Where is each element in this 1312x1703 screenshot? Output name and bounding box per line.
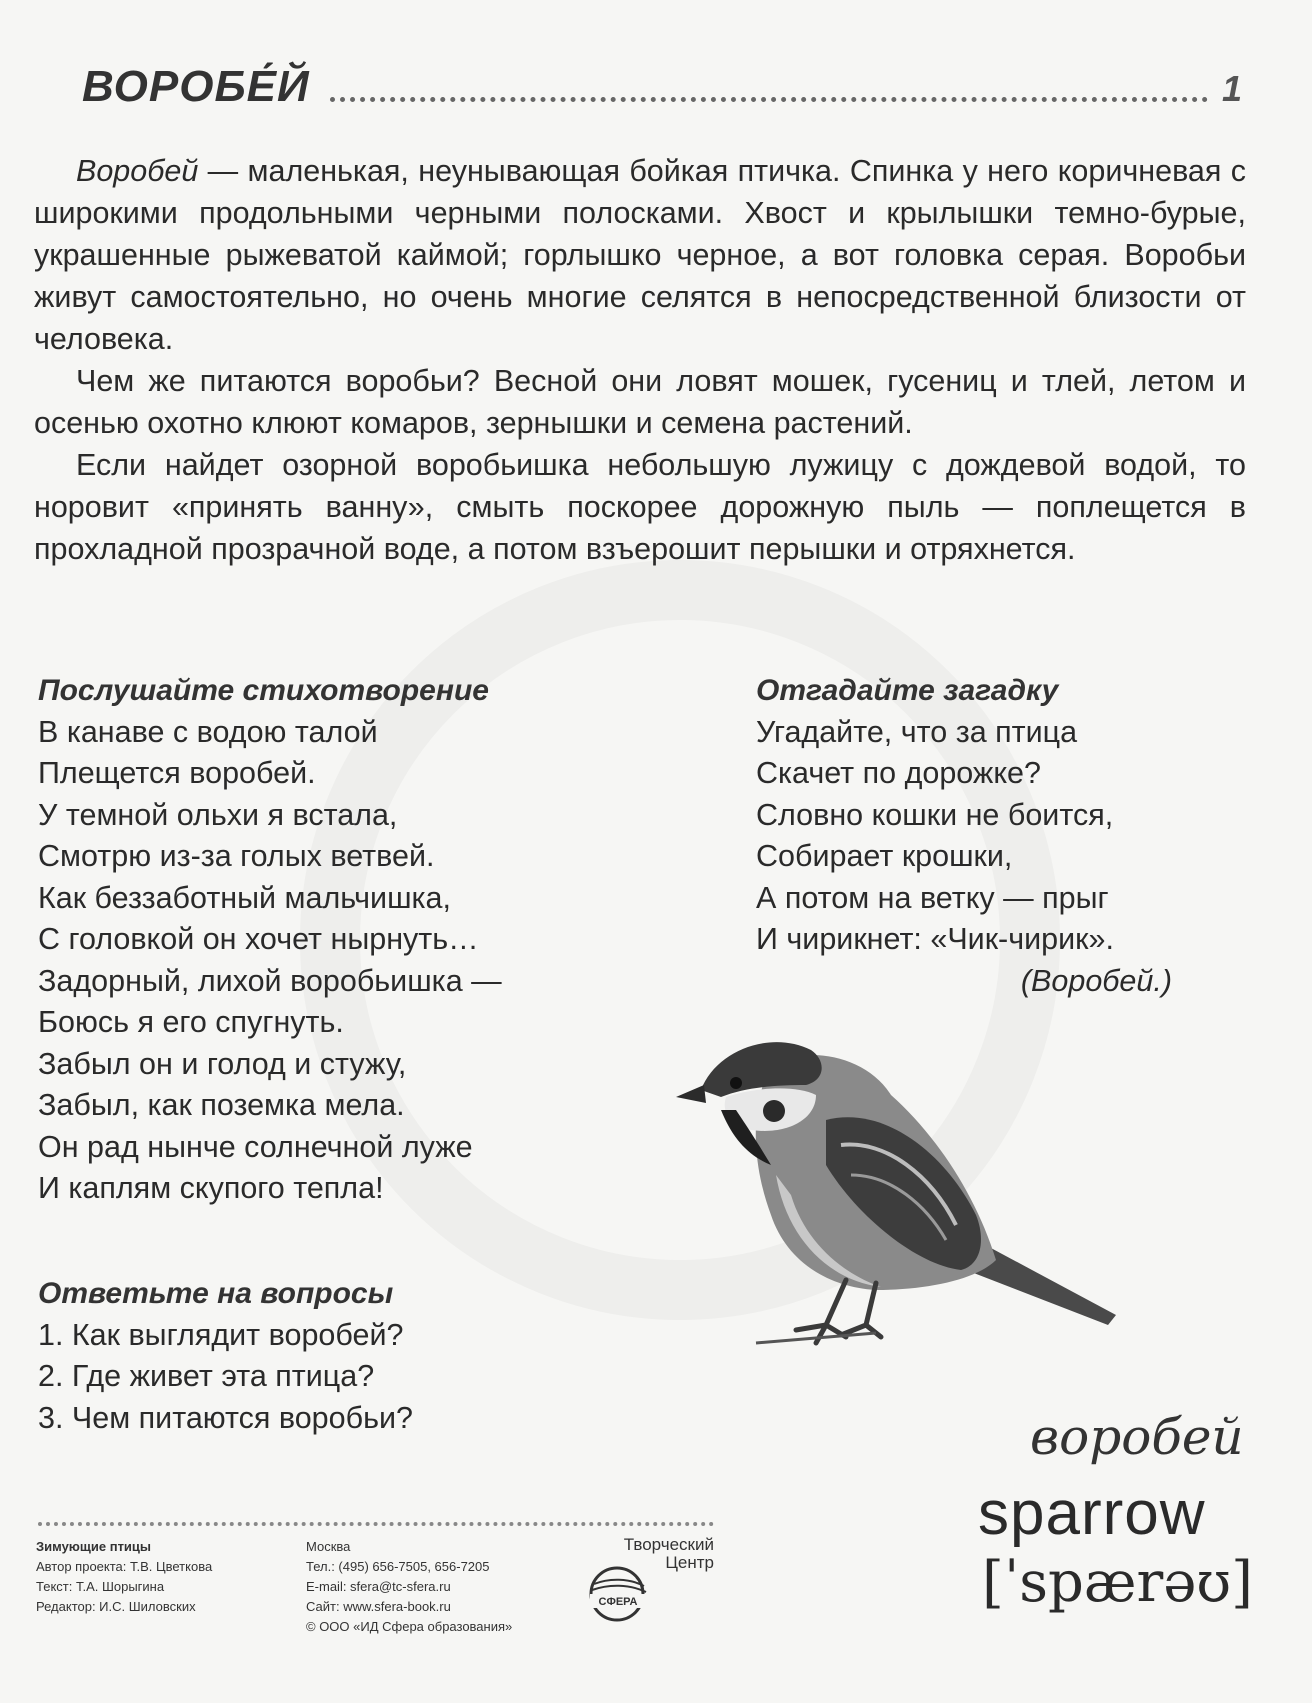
poem-line: Боюсь я его спугнуть. xyxy=(38,1005,344,1039)
poem-heading: Послушайте стихотворение xyxy=(38,674,489,707)
intro-text xyxy=(34,150,1246,570)
poem-line: В канаве с водою талой xyxy=(38,714,378,749)
riddle-line: А потом на ветку — прыг xyxy=(756,880,1109,915)
riddle-line: Скачет по дорожке? xyxy=(756,756,1041,790)
riddle-line: Словно кошки не боится, xyxy=(756,797,1114,832)
poem-line: Забыл он и голод и стужу, xyxy=(38,1046,407,1081)
poem-line: Плещется воробей. xyxy=(38,756,316,790)
footer-contacts xyxy=(306,1537,512,1637)
footer-text-by: Текст: Т.А. Шорыгина xyxy=(36,1579,165,1594)
riddle-answer: (Воробей.) xyxy=(1020,963,1172,998)
footer-author: Автор проекта: Т.В. Цветкова xyxy=(36,1559,213,1574)
sparrow-illustration xyxy=(676,1025,1126,1385)
question-item: 2. Где живет эта птица? xyxy=(38,1359,375,1393)
publisher-logo-text: СФЕРА xyxy=(598,1596,638,1608)
questions-heading: Ответьте на вопросы xyxy=(38,1277,394,1310)
footer-editor: Редактор: И.С. Шиловских xyxy=(36,1599,196,1614)
questions-section xyxy=(38,1273,638,1439)
word-english: sparrow xyxy=(978,1479,1206,1548)
publisher-name: Творческий Центр xyxy=(623,1535,714,1572)
footer-divider xyxy=(38,1522,714,1526)
footer-series: Зимующие птицы xyxy=(36,1539,152,1554)
poem-section xyxy=(38,670,638,1210)
poem-line: И каплям скупого тепла! xyxy=(38,1171,384,1205)
footer-email: E-mail: sfera@tc-sfera.ru xyxy=(306,1579,451,1594)
poem-line: Как беззаботный мальчишка, xyxy=(38,880,451,915)
poem-line: Смотрю из-за голых ветвей. xyxy=(38,839,435,873)
intro-paragraph-3: Если найдет озорной воробьишка небольшую лужицу с дождевой водой, то норовит «принять ванну», смыть поскорее дорожную пыль — поплещется в прохладной прозрачной воде, а потом взъерошит перышки и отряхнется. xyxy=(34,448,1246,566)
footer-city: Москва xyxy=(306,1539,351,1554)
footer-site: Сайт: www.sfera-book.ru xyxy=(306,1599,451,1614)
question-item: 3. Чем питаются воробьи? xyxy=(38,1400,413,1435)
page-number: 1 xyxy=(1221,68,1242,109)
title-dotted-leader xyxy=(330,97,1208,102)
poem-line: Задорный, лихой воробьишка — xyxy=(38,963,502,998)
footer-credits xyxy=(36,1537,212,1617)
riddle-line: Собирает крошки, xyxy=(756,839,1013,873)
riddle-line: Угадайте, что за птица xyxy=(756,714,1078,749)
poem-line: У темной ольхи я встала, xyxy=(38,797,398,832)
poem-line: С головкой он хочет нырнуть… xyxy=(38,922,479,956)
riddle-section xyxy=(756,670,1276,1002)
publisher-logo xyxy=(584,1560,654,1622)
poem-line: Забыл, как поземка мела. xyxy=(38,1088,405,1122)
header xyxy=(82,52,1242,112)
footer-copyright: © ООО «ИД Сфера образования» xyxy=(306,1619,513,1634)
word-russian-script: воробей xyxy=(1030,1408,1244,1466)
footer-phone: Тел.: (495) 656-7505, 656-7205 xyxy=(306,1559,490,1574)
riddle-heading: Отгадайте загадку xyxy=(756,674,1059,707)
intro-paragraph-1: Воробей — маленькая, неунывающая бойкая птичка. Спинка у него коричневая с широкими продольными черными полосками. Хвост и крылышки темно-бурые, украшенные рыжеватой каймой; горлышко черное, а вот головка серая. Воробьи живут самостоятельно, но очень многие селятся в непосредственной близости от человека. xyxy=(34,154,1246,356)
page-title: ВОРОБЕ́Й xyxy=(82,62,310,111)
intro-lead-word: Воробей xyxy=(76,154,199,188)
word-transcription: [ˈspærəʊ] xyxy=(982,1550,1253,1615)
question-item: 1. Как выглядит воробей? xyxy=(38,1317,404,1352)
poem-line: Он рад нынче солнечной луже xyxy=(38,1129,473,1164)
intro-paragraph-2: Чем же питаются воробьи? Весной они ловят мошек, гусениц и тлей, летом и осенью охотно клюют комаров, зернышки и семена растений. xyxy=(34,364,1246,440)
riddle-line: И чирикнет: «Чик-чирик». xyxy=(756,922,1114,956)
